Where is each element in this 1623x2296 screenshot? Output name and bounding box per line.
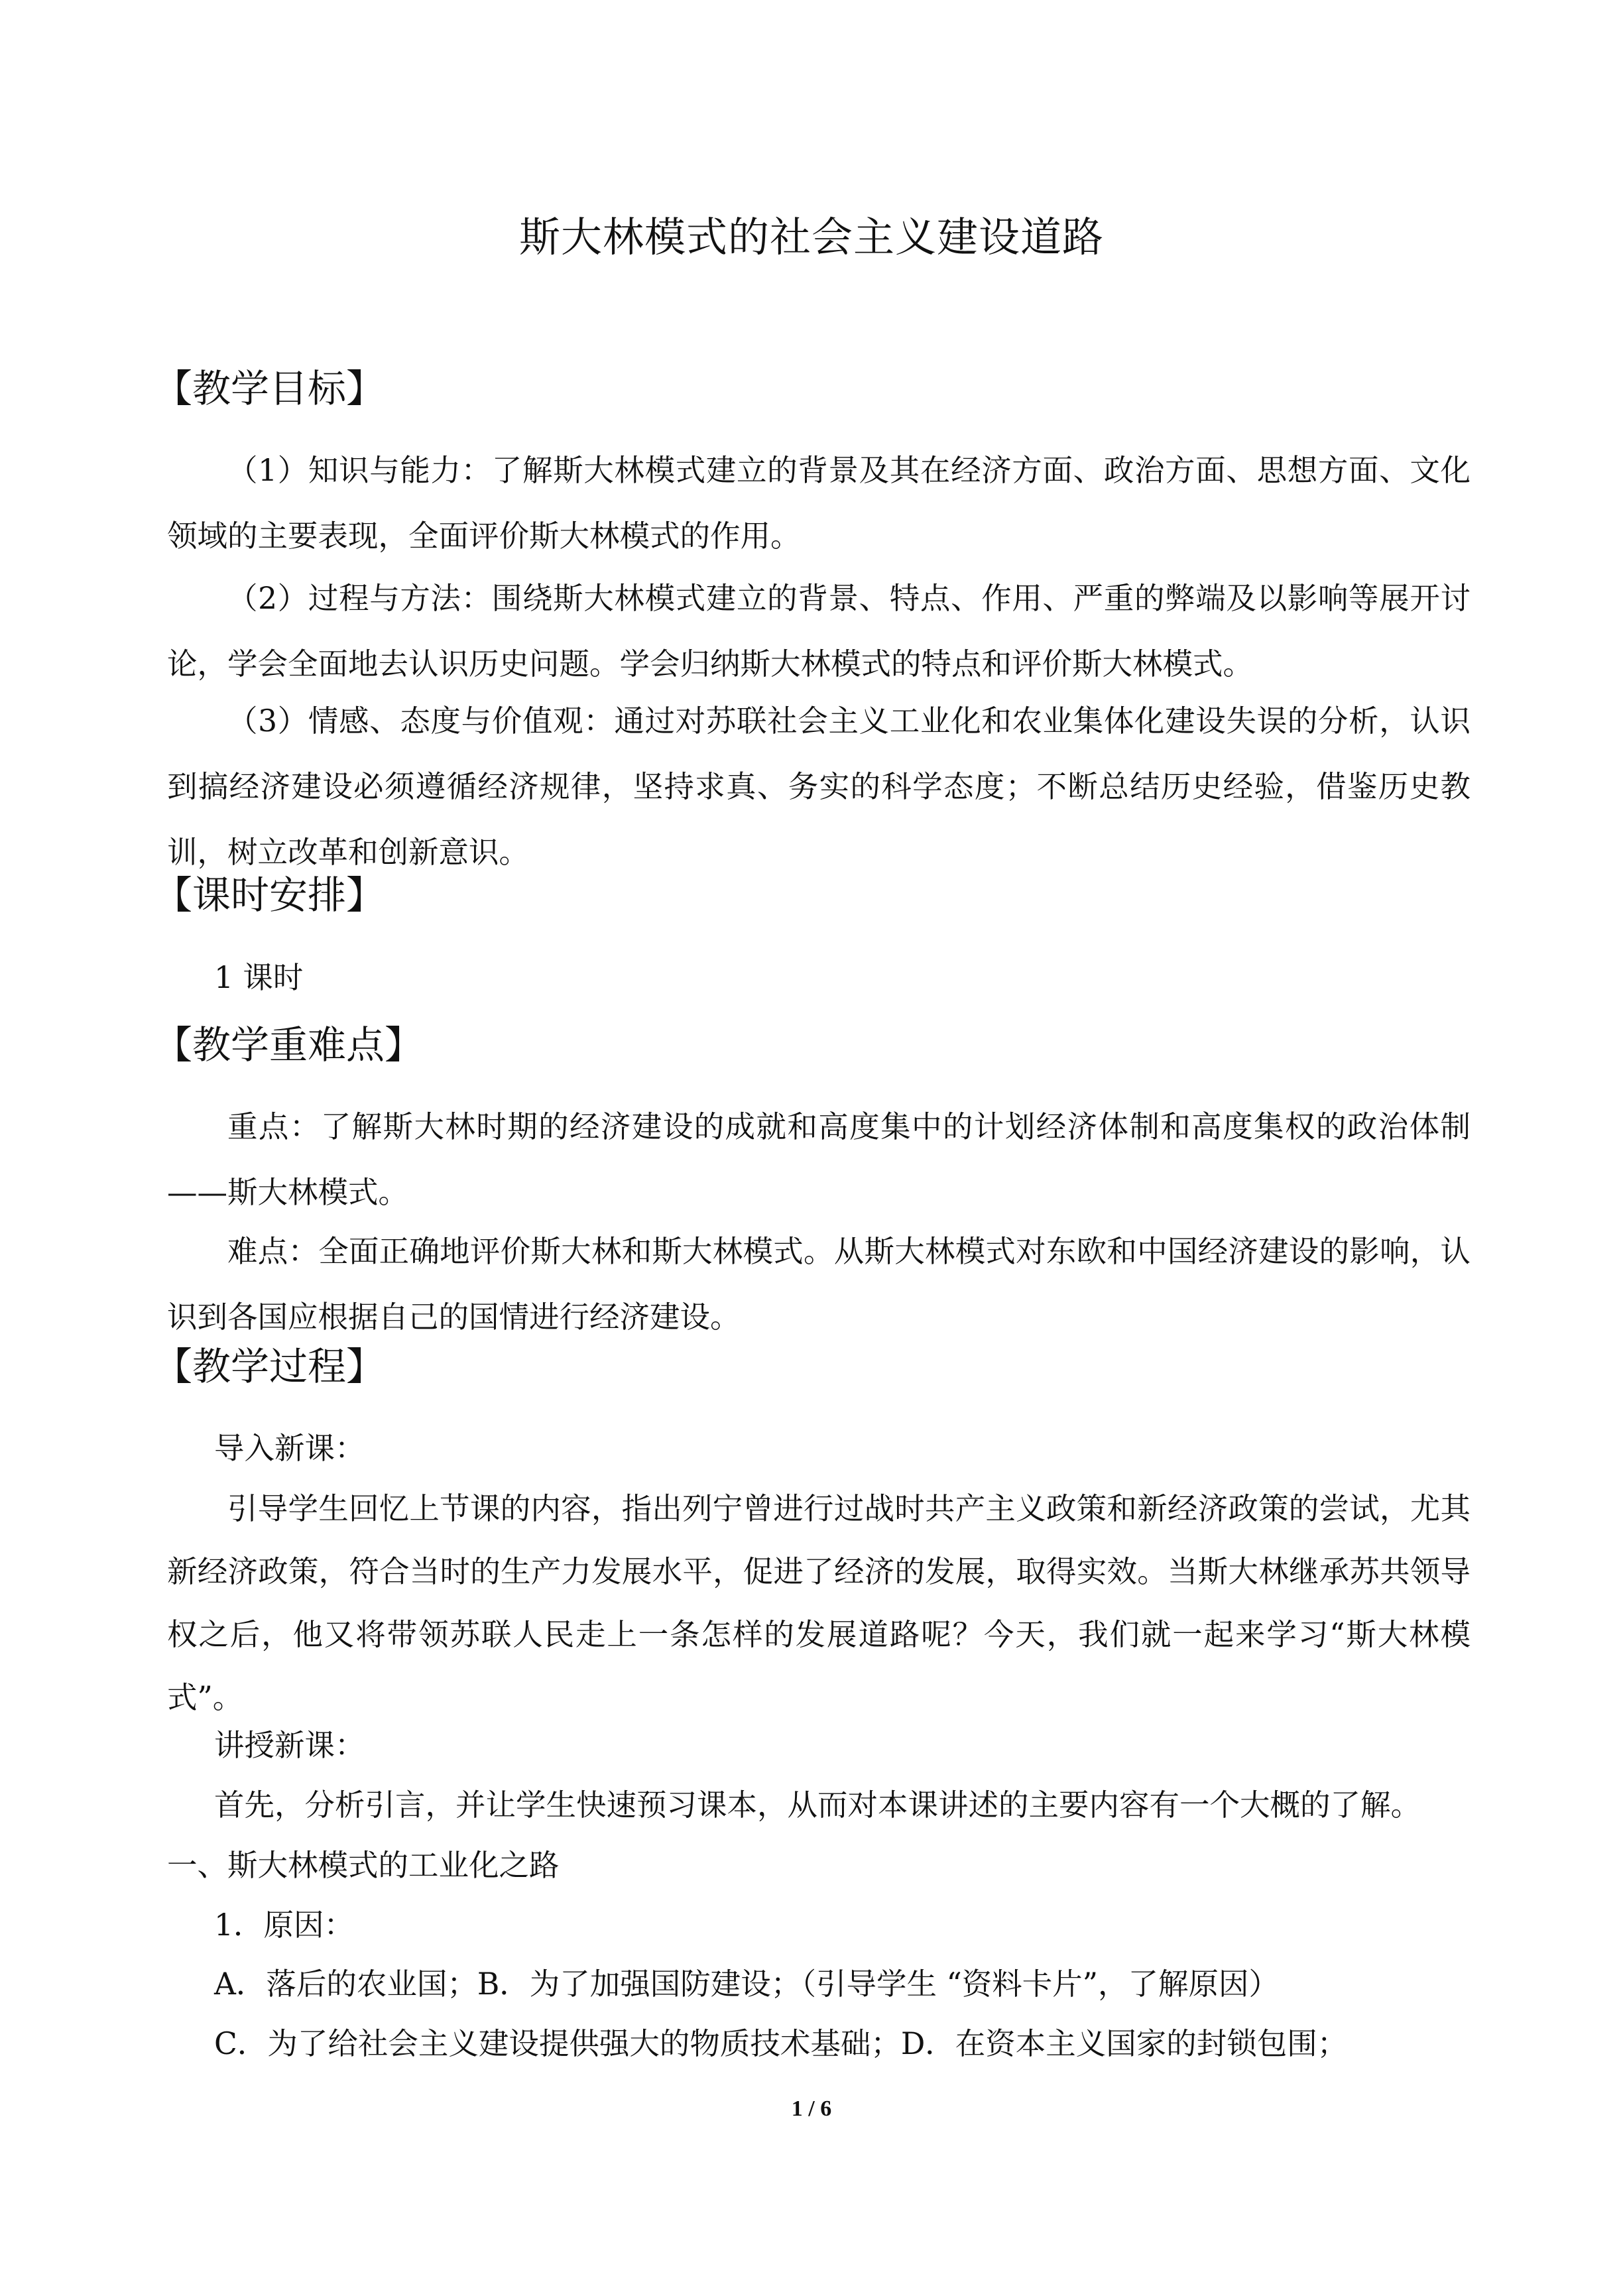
lecture-label: 讲授新课： — [214, 1728, 365, 1763]
intro-label: 导入新课： — [214, 1431, 365, 1466]
section-heading-objectives: 【教学目标】 — [154, 366, 385, 411]
objective-paragraph-2: （2）过程与方法：围绕斯大林模式建立的背景、特点、作用、严重的弊端及以影响等展开讨论，学会全面地去认识历史问题。学会归纳斯大林模式的特点和评价斯大林模式。 — [167, 581, 1471, 682]
keypoint-paragraph: 重点：了解斯大林时期的经济建设的成就和高度集中的计划经济体制和高度集权的政治体制——斯大林模式。 — [167, 1109, 1471, 1210]
part-1-title: 一、斯大林模式的工业化之路 — [167, 1848, 560, 1883]
difficulty-paragraph: 难点：全面正确地评价斯大林和斯大林模式。从斯大林模式对东欧和中国经济建设的影响，认识到各国应根据自己的国情进行经济建设。 — [167, 1234, 1471, 1335]
document-title: 斯大林模式的社会主义建设道路 — [518, 213, 1104, 261]
reason-list-ab: A．落后的农业国；B．为了加强国防建设；（引导学生 “资料卡片”，了解原因） — [214, 1966, 1280, 2002]
lecture-paragraph: 首先，分析引言，并让学生快速预习课本，从而对本课讲述的主要内容有一个大概的了解。 — [214, 1787, 1421, 1823]
schedule-text: 1 课时 — [214, 960, 304, 995]
reason-list-cd: C．为了给社会主义建设提供强大的物质技术基础；D．在资本主义国家的封锁包围； — [214, 2026, 1348, 2061]
page-number: 1 / 6 — [791, 2096, 832, 2121]
intro-paragraph: 引导学生回忆上节课的内容，指出列宁曾进行过战时共产主义政策和新经济政策的尝试，尤其新经济政策，符合当时的生产力发展水平，促进了经济的发展，取得实效。当斯大林继承苏共领导权之后，他又将带领苏联人民走上一条怎样的发展道路呢？今天，我们就一起来学习“斯大林模式”。 — [167, 1491, 1471, 1715]
section-heading-process: 【教学过程】 — [154, 1344, 385, 1389]
objective-paragraph-1: （1）知识与能力：了解斯大林模式建立的背景及其在经济方面、政治方面、思想方面、文化领域的主要表现，全面评价斯大林模式的作用。 — [167, 453, 1471, 554]
section-heading-schedule: 【课时安排】 — [154, 873, 385, 918]
section-heading-keypoints: 【教学重难点】 — [154, 1022, 424, 1067]
reason-label: 1．原因： — [214, 1907, 354, 1943]
objective-paragraph-3: （3）情感、态度与价值观：通过对苏联社会主义工业化和农业集体化建设失误的分析，认识到搞经济建设必须遵循经济规律，坚持求真、务实的科学态度；不断总结历史经验，借鉴历史教训，树立改革和创新意识。 — [167, 703, 1471, 870]
